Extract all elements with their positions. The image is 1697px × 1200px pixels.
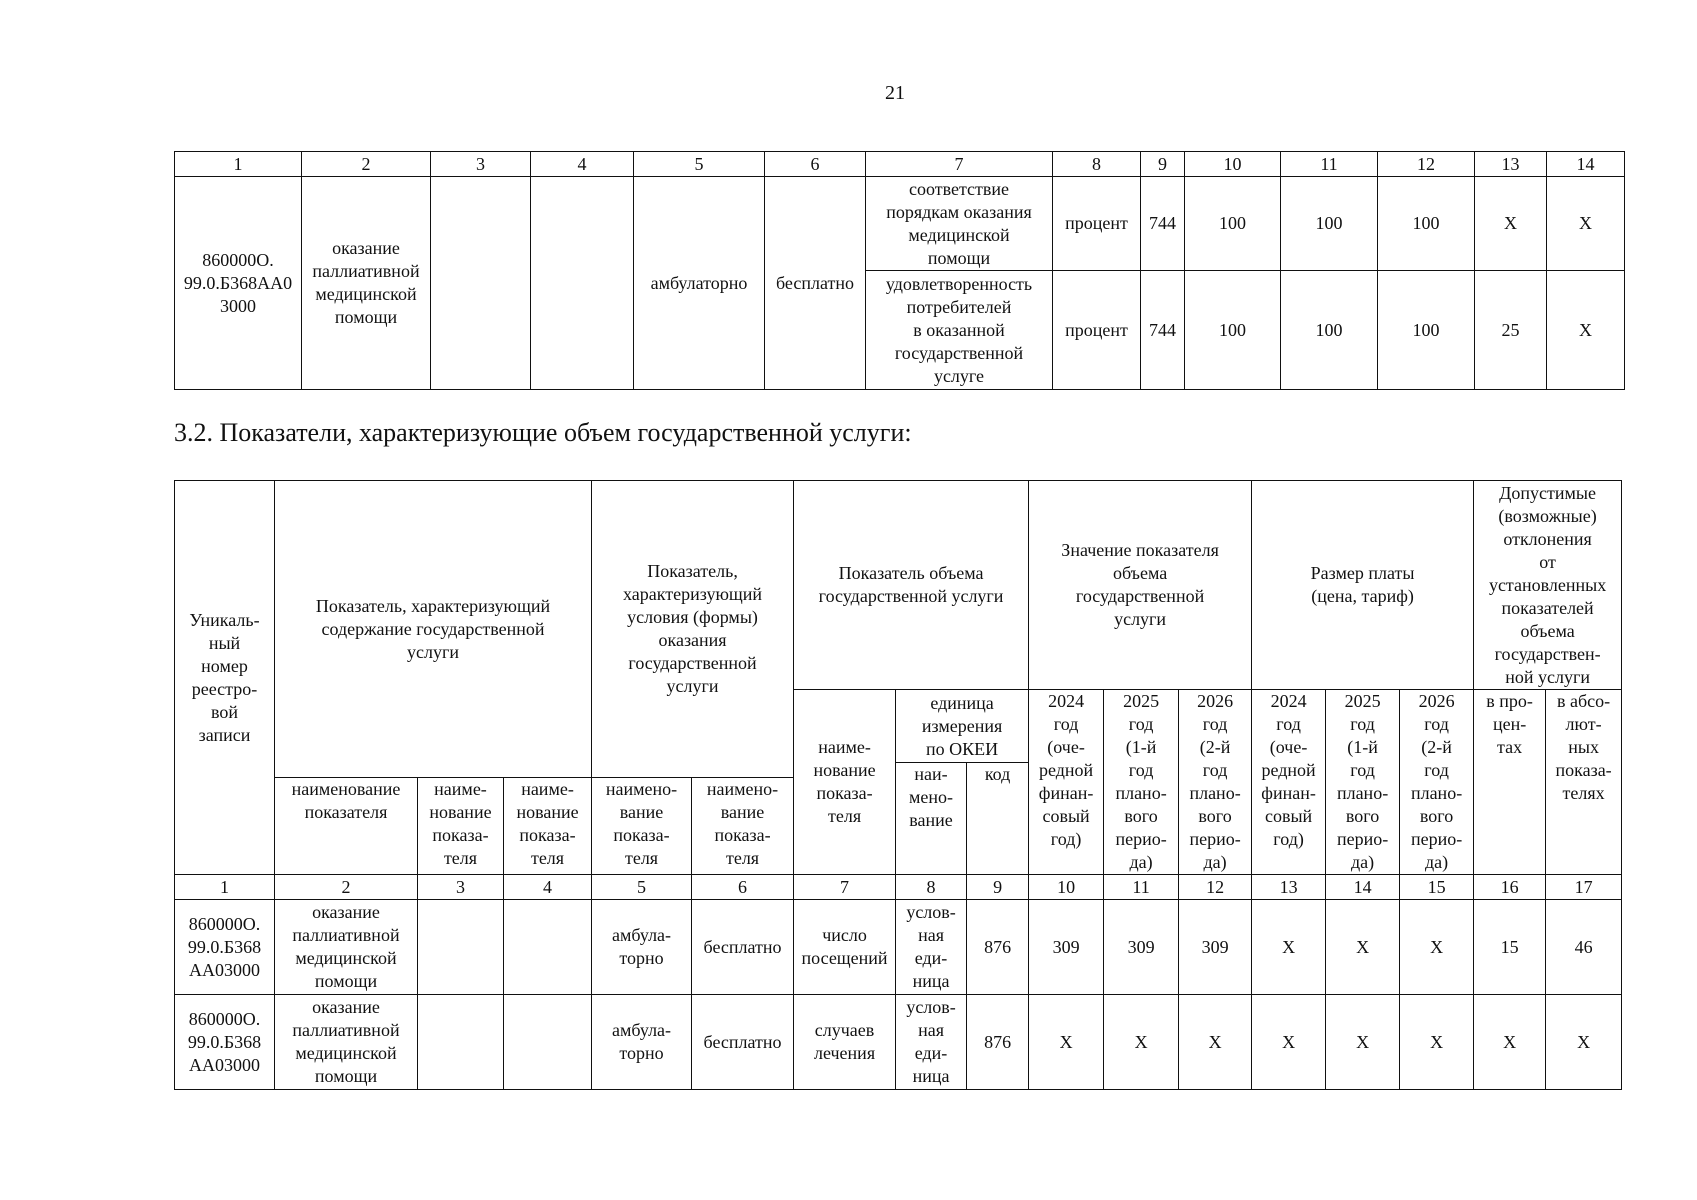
condition-name-header: наимено- вание показа- теля	[692, 778, 794, 875]
column-number-cell: 2	[302, 152, 431, 177]
column-number-cell: 1	[175, 152, 302, 177]
form-cell: амбула- торно	[592, 995, 692, 1090]
column-number-cell: 10	[1029, 875, 1104, 900]
indicator-cell: соответствие порядкам оказания медицинской помощи	[866, 177, 1053, 271]
table-row	[175, 995, 1622, 1090]
value-cell: 309	[1029, 900, 1104, 995]
column-number-cell: 2	[275, 875, 418, 900]
code-cell: 744	[1141, 271, 1185, 390]
unit-code-header: код	[967, 763, 1029, 875]
deviation-percent-cell: 15	[1474, 900, 1546, 995]
indicator-name-header: наиме- нование показа- теля	[794, 690, 896, 875]
column-number-cell: 6	[692, 875, 794, 900]
service-name-cell: оказание паллиативной медицинской помощи	[302, 177, 431, 390]
empty-cell	[418, 995, 504, 1090]
conditions-indicator-header: Показатель, характеризующий условия (формы) оказания государственной услуги	[592, 481, 794, 778]
header-row	[175, 481, 1622, 690]
page-number: 21	[885, 82, 905, 104]
column-number-cell: 1	[175, 875, 275, 900]
column-number-cell: 14	[1547, 152, 1625, 177]
deviation-absolute-cell: Х	[1547, 177, 1625, 271]
fee-cell: Х	[1252, 900, 1326, 995]
value-cell: Х	[1104, 995, 1179, 1090]
column-number-cell: 14	[1326, 875, 1400, 900]
value-cell: 100	[1378, 271, 1475, 390]
value-cell: 100	[1281, 271, 1378, 390]
deviation-absolute-cell: Х	[1547, 271, 1625, 390]
form-cell: амбулаторно	[634, 177, 765, 390]
payment-cell: бесплатно	[692, 900, 794, 995]
registry-number-cell: 860000О. 99.0.Б368 АА03000	[175, 900, 275, 995]
column-number-cell: 3	[431, 152, 531, 177]
quality-indicators-table	[174, 151, 1625, 390]
fee-cell: Х	[1400, 995, 1474, 1090]
empty-cell	[504, 900, 592, 995]
column-number-cell: 9	[1141, 152, 1185, 177]
value-cell: Х	[1029, 995, 1104, 1090]
volume-indicator-header: Показатель объема государственной услуги	[794, 481, 1029, 690]
content-name-header: наименование показателя	[275, 778, 418, 875]
column-number-cell: 9	[967, 875, 1029, 900]
payment-cell: бесплатно	[765, 177, 866, 390]
deviations-header: Допустимые (возможные) отклонения от установленных показателей объема государствен- ной услуги	[1474, 481, 1622, 690]
code-cell: 744	[1141, 177, 1185, 271]
deviation-percent-cell: Х	[1474, 995, 1546, 1090]
year-2024-header: 2024 год (оче- редной финан- совый год)	[1029, 690, 1104, 875]
empty-cell	[504, 995, 592, 1090]
column-number-cell: 13	[1475, 152, 1547, 177]
registry-number-cell: 860000О. 99.0.Б368АА0 3000	[175, 177, 302, 390]
indicator-cell: удовлетворенность потребителей в оказанной государственной услуге	[866, 271, 1053, 390]
volume-indicators-table	[174, 480, 1622, 1090]
fee-2026-header: 2026 год (2-й год плано- вого перио- да)	[1400, 690, 1474, 875]
value-cell: 309	[1104, 900, 1179, 995]
column-number-cell: 13	[1252, 875, 1326, 900]
value-cell: 100	[1185, 271, 1281, 390]
registry-number-cell: 860000О. 99.0.Б368 АА03000	[175, 995, 275, 1090]
fee-2025-header: 2025 год (1-й год плано- вого перио- да)	[1326, 690, 1400, 875]
service-name-cell: оказание паллиативной медицинской помощи	[275, 900, 418, 995]
code-cell: 876	[967, 995, 1029, 1090]
value-cell: 100	[1281, 177, 1378, 271]
column-number-cell: 5	[634, 152, 765, 177]
unit-cell: процент	[1053, 177, 1141, 271]
unit-okei-header: единица измерения по ОКЕИ	[896, 690, 1029, 763]
content-name-header: наиме- нование показа- теля	[418, 778, 504, 875]
value-cell: 100	[1378, 177, 1475, 271]
column-number-cell: 11	[1281, 152, 1378, 177]
indicator-cell: число посещений	[794, 900, 896, 995]
code-cell: 876	[967, 900, 1029, 995]
value-cell: 309	[1179, 900, 1252, 995]
table-row	[175, 900, 1622, 995]
column-number-cell: 3	[418, 875, 504, 900]
column-number-cell: 8	[896, 875, 967, 900]
registry-header: Уникаль- ный номер реестро- вой записи	[175, 481, 275, 875]
column-number-cell: 10	[1185, 152, 1281, 177]
deviation-absolute-cell: Х	[1546, 995, 1622, 1090]
deviation-percent-cell: 25	[1475, 271, 1547, 390]
unit-cell: услов- ная еди- ница	[896, 995, 967, 1090]
unit-name-header: наи- мено- вание	[896, 763, 967, 875]
fee-cell: Х	[1252, 995, 1326, 1090]
unit-cell: услов- ная еди- ница	[896, 900, 967, 995]
column-number-cell: 15	[1400, 875, 1474, 900]
empty-cell	[431, 177, 531, 390]
absolute-header: в абсо- лют- ных показа- телях	[1546, 690, 1622, 875]
column-number-cell: 4	[504, 875, 592, 900]
column-number-cell: 5	[592, 875, 692, 900]
indicator-cell: случаев лечения	[794, 995, 896, 1090]
empty-cell	[418, 900, 504, 995]
column-number-cell: 12	[1179, 875, 1252, 900]
unit-cell: процент	[1053, 271, 1141, 390]
volume-value-header: Значение показателя объема государственной услуги	[1029, 481, 1252, 690]
column-number-cell: 12	[1378, 152, 1475, 177]
column-number-row	[175, 875, 1622, 900]
fee-cell: Х	[1326, 995, 1400, 1090]
column-number-cell: 17	[1546, 875, 1622, 900]
condition-name-header: наимено- вание показа- теля	[592, 778, 692, 875]
value-cell: Х	[1179, 995, 1252, 1090]
column-number-cell: 6	[765, 152, 866, 177]
value-cell: 100	[1185, 177, 1281, 271]
fee-cell: Х	[1400, 900, 1474, 995]
column-number-cell: 7	[794, 875, 896, 900]
column-number-cell: 7	[866, 152, 1053, 177]
form-cell: амбула- торно	[592, 900, 692, 995]
deviation-absolute-cell: 46	[1546, 900, 1622, 995]
deviation-percent-cell: Х	[1475, 177, 1547, 271]
column-number-cell: 4	[531, 152, 634, 177]
column-number-cell: 8	[1053, 152, 1141, 177]
column-number-row	[175, 152, 1625, 177]
service-name-cell: оказание паллиативной медицинской помощи	[275, 995, 418, 1090]
payment-cell: бесплатно	[692, 995, 794, 1090]
fee-header: Размер платы (цена, тариф)	[1252, 481, 1474, 690]
content-name-header: наиме- нование показа- теля	[504, 778, 592, 875]
table-row	[175, 177, 1625, 271]
empty-cell	[531, 177, 634, 390]
fee-2024-header: 2024 год (оче- редной финан- совый год)	[1252, 690, 1326, 875]
percent-header: в про- цен- тах	[1474, 690, 1546, 875]
year-2026-header: 2026 год (2-й год плано- вого перио- да)	[1179, 690, 1252, 875]
column-number-cell: 16	[1474, 875, 1546, 900]
year-2025-header: 2025 год (1-й год плано- вого перио- да)	[1104, 690, 1179, 875]
section-heading: 3.2. Показатели, характеризующие объем государственной услуги:	[174, 418, 912, 447]
column-number-cell: 11	[1104, 875, 1179, 900]
content-indicator-header: Показатель, характеризующий содержание государственной услуги	[275, 481, 592, 778]
fee-cell: Х	[1326, 900, 1400, 995]
